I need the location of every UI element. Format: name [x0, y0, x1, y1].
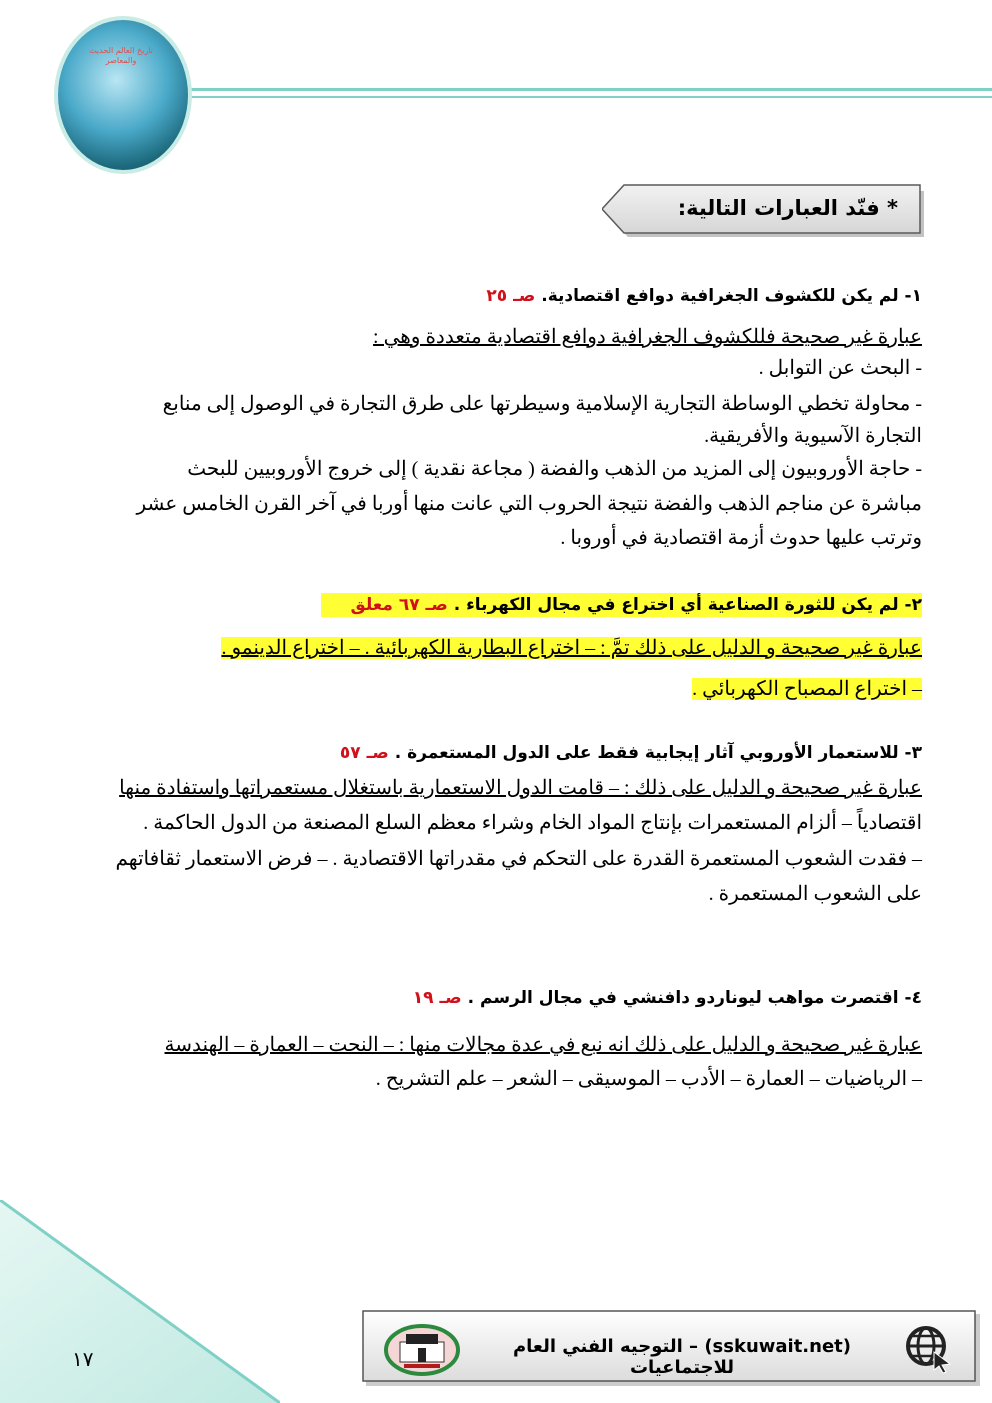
section-title: * فنّد العبارات التالية: [677, 196, 898, 220]
item-1-line: - محاولة تخطي الوساطة التجارية الإسلامية وسيطرتها على طرق التجارة في الوصول إلى منابع [162, 393, 922, 415]
logo-text: تاريخ العالم الحديث والمعاصر [89, 46, 153, 65]
item-3-line: اقتصادياً – ألزام المستعمرات بإنتاج المواد الخام وشراء معظم السلع المصنعة من الدول الحاكمة . [143, 812, 922, 834]
item-1-page-ref: صـ ٢٥ [486, 286, 536, 306]
item-3-line: على الشعوب المستعمرة . [708, 883, 922, 905]
item-4-heading-text: ٤- اقتصرت مواهب ليوناردو دافنشي في مجال الرسم . [467, 988, 922, 1008]
item-1-line: وترتب عليها حدوث أزمة اقتصادية في أوروبا . [560, 527, 922, 549]
header-line [160, 88, 992, 91]
item-2-line [62, 674, 922, 704]
item-1-line: - البحث عن التوابل . [758, 357, 922, 379]
item-4-heading [62, 985, 922, 1011]
item-1-line: عبارة غير صحيحة فللكشوف الجغرافية دوافع اقتصادية متعددة وهي : [373, 326, 922, 348]
palace-emblem-icon [384, 1320, 460, 1376]
globe-cursor-icon [904, 1324, 954, 1374]
item-4-line: – الرياضيات – العمارة – الأدب – الموسيقى – الشعر – علم التشريح . [375, 1068, 922, 1090]
item-3-line: – فقدت الشعوب المستعمرة القدرة على التحكم في مقدراتها الاقتصادية . – فرض الاستعمار ثقافاتهم [115, 848, 922, 870]
item-4-line: عبارة غير صحيحة و الدليل على ذلك انه نبع في عدة مجالات منها : – النحت – العمارة – الهندسة [164, 1034, 922, 1056]
book-cover-logo [58, 20, 188, 170]
item-4-page-ref: صـ ١٩ [412, 988, 462, 1008]
section-title-box [602, 183, 924, 237]
corner-decoration [0, 1200, 280, 1403]
footer-text: (sskuwait.net) – التوجيه الفني العام للاجتماعيات [512, 1336, 852, 1378]
item-2-highlight [321, 593, 922, 617]
page-number: ١٧ [72, 1347, 94, 1371]
item-1-heading-text: ١- لم يكن للكشوف الجغرافية دوافع اقتصادية. [541, 286, 922, 306]
footer-banner [362, 1310, 982, 1388]
item-2-line-text: عبارة غير صحيحة و الدليل على ذلك تمَّ : – اختراع البطارية الكهربائية . – اختراع الدينمو . [221, 637, 922, 659]
item-2-heading-text: ٢- لم يكن للثورة الصناعية أي اختراع في مجال الكهرباء . [453, 595, 922, 615]
item-3-line: عبارة غير صحيحة و الدليل على ذلك : – قامت الدول الاستعمارية باستغلال مستعمراتها واستفادة منها [119, 777, 922, 799]
item-1-line: مباشرة عن مناجم الذهب والفضة نتيجة الحروب التي عانت منها أوربا في آخر القرن الخامس عشر [136, 493, 922, 515]
item-2-line [62, 633, 922, 663]
item-2-heading [62, 592, 922, 618]
item-1-line: التجارة الآسيوية والأفريقية. [704, 425, 922, 447]
item-3-page-ref: صـ ٥٧ [339, 743, 389, 763]
header-line-secondary [160, 96, 992, 98]
item-1-heading [62, 283, 922, 309]
item-2-line-text: – اختراع المصباح الكهربائي . [692, 678, 922, 700]
item-2-page-ref: صـ ٦٧ معلق [350, 595, 448, 615]
item-1-line: - حاجة الأوروبيون إلى المزيد من الذهب والفضة ( مجاعة نقدية ) إلى خروج الأوروبيين للبحث [187, 458, 922, 480]
item-3-heading [62, 740, 922, 766]
item-3-heading-text: ٣- للاستعمار الأوروبي آثار إيجابية فقط على الدول المستعمرة . [394, 743, 922, 763]
